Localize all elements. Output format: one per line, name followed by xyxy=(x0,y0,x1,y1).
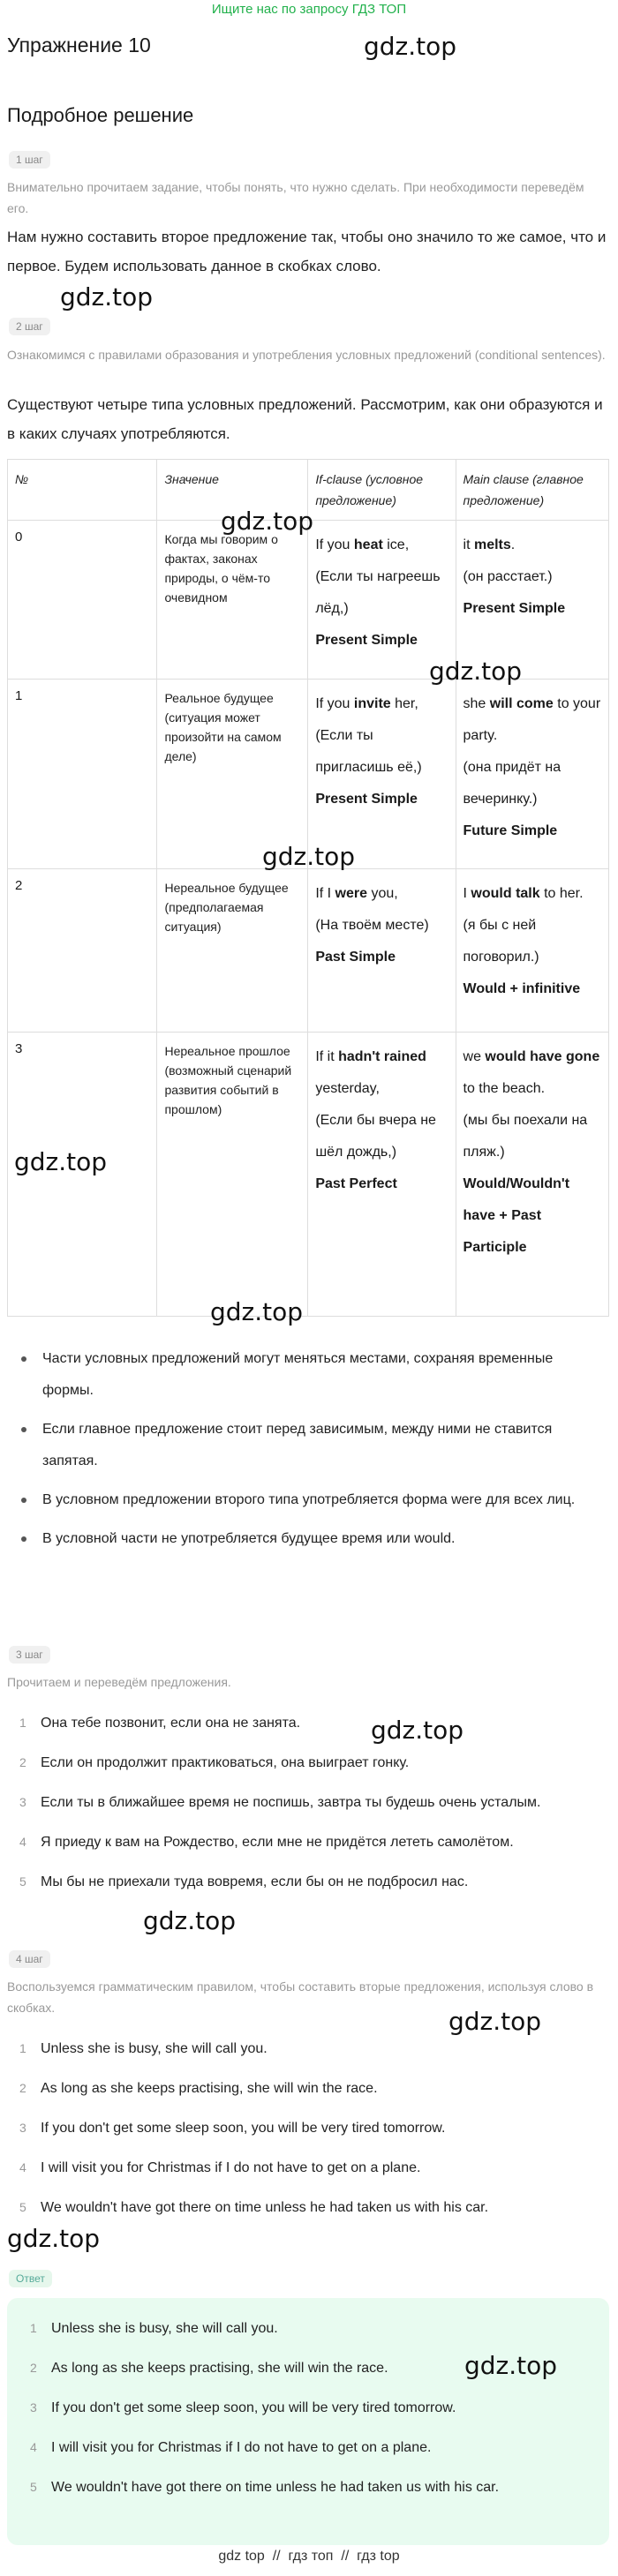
list-item: 1 Unless she is busy, she will call you. xyxy=(19,2041,268,2056)
rules-list xyxy=(16,1343,607,1562)
watermark: gdz.top xyxy=(210,1297,304,1326)
row-if-clause: If you invite her, (Если ты пригласишь её,) Present Simple xyxy=(308,680,456,869)
footer-link[interactable]: gdz top xyxy=(218,2549,265,2564)
step-1-text: Нам нужно составить второе предложение так, чтобы оно значило то же самое, что и первое. Будем использовать данное в скобках слово. xyxy=(7,229,607,274)
conditionals-table xyxy=(7,459,609,1317)
list-item: 4 Я приеду к вам на Рождество, если мне не придётся лететь самолётом. xyxy=(19,1835,514,1850)
list-item: Если главное предложение стоит перед зависимым, между ними не ставится запятая. xyxy=(16,1414,607,1477)
table-row xyxy=(8,680,609,869)
row-meaning: Когда мы говорим о фактах, законах природы, о чём-то очевидном xyxy=(157,521,308,680)
list-item: 3 Если ты в ближайшее время не поспишь, завтра ты будешь очень усталым. xyxy=(19,1795,541,1810)
row-meaning: Нереальное прошлое (возможный сценарий развития событий в прошлом) xyxy=(157,1033,308,1317)
footer-link[interactable]: гдз топ xyxy=(288,2549,334,2564)
step-1-hint: Внимательно прочитаем задание, чтобы понять, что нужно сделать. При необходимости переведём его. xyxy=(7,180,584,215)
row-if-clause: If I were you, (На твоём месте) Past Simple xyxy=(308,869,456,1033)
translations-list xyxy=(19,1703,609,1902)
page-title: Упражнение 10 xyxy=(7,34,151,56)
list-item: 3 If you don't get some sleep soon, you will be very tired tomorrow. xyxy=(19,2121,446,2136)
step-4-badge: 4 шаг xyxy=(9,1950,50,1968)
answer-box xyxy=(7,2298,609,2545)
list-item: Части условных предложений могут меняться местами, сохраняя временные формы. xyxy=(16,1343,607,1407)
row-main-clause: it melts. (он расстает.) Present Simple xyxy=(456,521,608,680)
header-main-clause: Main clause (главное предложение) xyxy=(456,460,608,521)
list-item: 5 Мы бы не приехали туда вовремя, если бы он не подбросил нас. xyxy=(19,1874,469,1889)
list-item: 2 As long as she keeps practising, she will win the race. xyxy=(30,2361,388,2376)
list-item: 5 We wouldn't have got there on time unless he had taken us with his car. xyxy=(30,2480,500,2495)
watermark: gdz.top xyxy=(364,32,457,61)
search-banner[interactable]: Ищите нас по запросу ГДЗ ТОП xyxy=(211,2,407,17)
list-item: В условном предложении второго типа употребляется форма were для всех лиц. xyxy=(16,1484,607,1516)
solution-heading: Подробное решение xyxy=(7,104,194,126)
header-if-clause: If-clause (условное предложение) xyxy=(308,460,456,521)
watermark: gdz.top xyxy=(221,507,314,536)
list-item: 1 Она тебе позвонит, если она не занята. xyxy=(19,1716,301,1731)
list-item: 1 Unless she is busy, she will call you. xyxy=(30,2321,278,2336)
step-2-text: Существуют четыре типа условных предложений. Рассмотрим, как они образуются и в каких случаях употребляются. xyxy=(7,396,603,442)
row-number: 0 xyxy=(8,521,157,680)
row-meaning: Нереальное будущее (предполагаемая ситуация) xyxy=(157,869,308,1033)
row-if-clause: If you heat ice, (Если ты нагреешь лёд,) Present Simple xyxy=(308,521,456,680)
row-meaning: Реальное будущее (ситуация может произойти на самом деле) xyxy=(157,680,308,869)
watermark: gdz.top xyxy=(448,2007,542,2036)
list-item: 4 I will visit you for Christmas if I do not have to get on a plane. xyxy=(30,2440,432,2455)
watermark: gdz.top xyxy=(60,282,154,312)
watermark: gdz.top xyxy=(262,842,356,871)
list-item: 5 We wouldn't have got there on time unless he had taken us with his car. xyxy=(19,2200,489,2215)
list-item: 3 If you don't get some sleep soon, you will be very tired tomorrow. xyxy=(30,2400,456,2415)
table-row xyxy=(8,521,609,680)
watermark: gdz.top xyxy=(14,1147,108,1176)
list-item: В условной части не употребляется будущее время или would. xyxy=(16,1523,607,1555)
row-main-clause: she will come to your party. (она придёт на вечеринку.) Future Simple xyxy=(456,680,608,869)
step-3-hint: Прочитаем и переведём предложения. xyxy=(7,1675,231,1689)
watermark: gdz.top xyxy=(429,657,523,686)
row-main-clause: I would talk to her. (я бы с ней поговорил.) Would + infinitive xyxy=(456,869,608,1033)
table-row xyxy=(8,869,609,1033)
step-1-badge: 1 шаг xyxy=(9,151,50,169)
watermark: gdz.top xyxy=(464,2351,558,2380)
list-item: 2 As long as she keeps practising, she will win the race. xyxy=(19,2081,378,2096)
answer-list xyxy=(30,2309,618,2507)
row-if-clause: If it hadn't rained yesterday, (Если бы вчера не шёл дождь,) Past Perfect xyxy=(308,1033,456,1317)
footer-links: gdz top // гдз топ // гдз top xyxy=(218,2549,400,2564)
watermark: gdz.top xyxy=(7,2224,101,2253)
list-item: 2 Если он продолжит практиковаться, она выиграет гонку. xyxy=(19,1755,410,1770)
list-item: 4 I will visit you for Christmas if I do not have to get on a plane. xyxy=(19,2160,421,2175)
row-number: 3 xyxy=(8,1033,157,1317)
watermark: gdz.top xyxy=(143,1906,237,1935)
header-meaning: Значение xyxy=(157,460,308,521)
step-2-badge: 2 шаг xyxy=(9,318,50,335)
row-number: 1 xyxy=(8,680,157,869)
row-number: 2 xyxy=(8,869,157,1033)
footer-link[interactable]: гдз top xyxy=(357,2549,400,2564)
watermark: gdz.top xyxy=(371,1716,464,1745)
step-2-hint: Ознакомимся с правилами образования и употребления условных предложений (conditional sentences). xyxy=(7,348,606,362)
header-number: № xyxy=(8,460,157,521)
answer-badge: Ответ xyxy=(9,2270,52,2287)
row-main-clause: we would have gone to the beach. (мы бы поехали на пляж.) Would/Wouldn't have + Past Participle xyxy=(456,1033,608,1317)
sentences-list xyxy=(19,2029,609,2227)
step-3-badge: 3 шаг xyxy=(9,1646,50,1664)
step-4-hint: Воспользуемся грамматическим правилом, чтобы составить вторые предложения, используя слово в скобках. xyxy=(7,1979,594,2015)
